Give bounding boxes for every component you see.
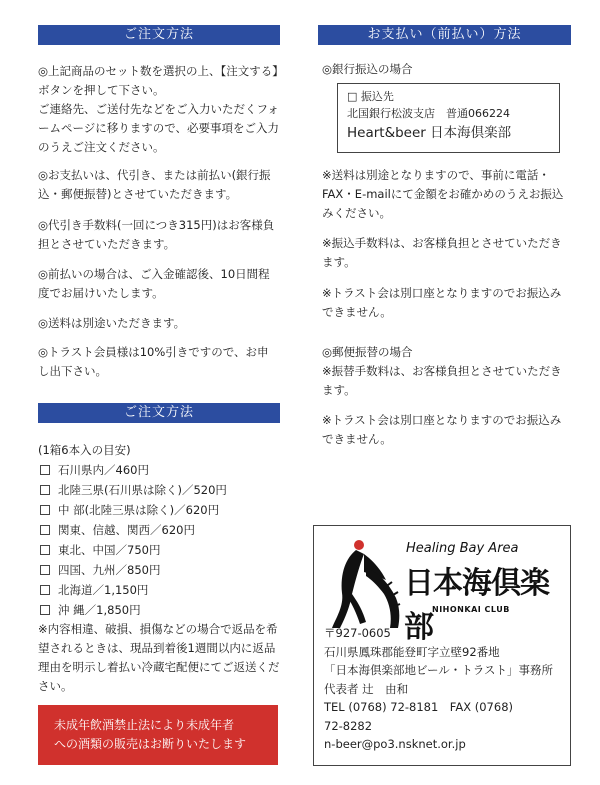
club-info-box [313,525,571,766]
representative: 代表者 辻 由和 [324,681,409,696]
bank-note-trust: ※トラスト会は別口座となりますのでお振込みできません。 [322,286,562,319]
email-address[interactable]: n-beer@po3.nsknet.or.jp [324,737,466,751]
bank-label: □ 振込先 [347,90,394,103]
list-item-label: 関東、信越、関西／620円 [58,523,195,537]
club-logo-kanji: 日本海倶楽部 [404,566,549,645]
postal-note-trust: ※トラスト会は別口座となりますのでお振込みできません。 [322,413,562,446]
payment-header: お支払い（前払い）方法 [318,25,571,45]
order-method-header: ご注文方法 [38,25,280,45]
prepay-note: ◎前払いの場合は、ご入金確認後、10日間程度でお届けいたします。 [38,267,270,300]
list-item [38,520,283,540]
list-item-label: 中 部(北陸三県は除く)／620円 [58,503,220,517]
checkbox-icon [40,545,50,555]
list-item-label: 四国、九州／850円 [58,563,161,577]
list-item [38,500,283,520]
underage-warning [38,705,278,765]
account-holder: Heart&beer 日本海倶楽部 [347,125,512,141]
return-note: ※内容相違、破損、損傷などの場合で返品を希望されるときは、現品到着後1週間以内に返品理由を明示し着払い冷蔵宅配便にてご返送ください。 [38,622,280,693]
postal-code: 〒927-0605 [324,626,391,640]
street-address: 石川県鳳珠郡能登町字立壁92番地 [324,644,500,659]
list-item [38,480,283,500]
checkbox-icon [40,565,50,575]
list-item [38,580,283,600]
list-item-label: 北海道／1,150円 [58,583,149,597]
checkbox-icon [40,485,50,495]
office-name: 「日本海倶楽部地ビール・トラスト」事務所 [324,663,553,677]
bank-account: 北国銀行松波支店 普通066224 [347,107,510,120]
bank-transfer-title: ◎銀行振込の場合 [322,62,413,76]
list-item [38,560,283,580]
crane-logo-icon [326,538,406,630]
bank-note-fee: ※振込手数料は、お客様負担とさせていただきます。 [322,236,562,269]
list-item-label: 石川県内／460円 [58,463,149,477]
checkbox-icon [40,525,50,535]
phone-fax: TEL (0768) 72-8181 FAX (0768) [324,700,513,714]
list-item-label: 東北、中国／750円 [58,543,161,557]
list-item [38,600,283,620]
list-item-label: 沖 縄／1,850円 [58,603,141,617]
list-item-label: 北陸三県(石川県は除く)／520円 [58,483,227,497]
fax-continued: 72-8282 [324,718,373,733]
checkbox-icon [40,505,50,515]
postal-note-fee: ※振替手数料は、お客様負担とさせていただきます。 [322,364,562,397]
list-item [38,460,283,480]
payment-note: ◎お支払いは、代引き、または前払い(銀行振込・郵便振替)とさせていただきます。 [38,168,271,201]
postal-transfer-title: ◎郵便振替の場合 [322,345,413,359]
bank-account-box [337,83,560,153]
trust-discount-note: ◎トラスト会員様は10%引きですので、お申し出下さい。 [38,345,269,378]
club-address [324,624,564,754]
warning-line-1: 未成年飲酒禁止法により未成年者 [54,718,235,732]
shipping-note: ◎送料は別途いただきます。 [38,316,186,330]
bank-note-shipping: ※送料は別途となりますので、事前に電話・FAX・E-mailにて金額をお確かめのうえお振込みください。 [322,168,564,220]
checkbox-icon [40,465,50,475]
club-logo-english: NIHONKAI CLUB [432,605,510,614]
checkbox-icon [40,585,50,595]
checkbox-icon [40,605,50,615]
order-instruction-1: ◎上記商品のセット数を選択の上、【注文する】ボタンを押して下さい。 [38,64,279,97]
order-instruction-2: ご連絡先、ご送付先などをご入力いただくフォームページに移りますので、必要事項をご入力のうえご注文ください。 [38,102,280,154]
shipping-header: ご注文方法 [38,403,280,423]
order-instructions [38,62,280,157]
cod-fee-note: ◎代引き手数料(一回につき315円)はお客様負担とさせていただきます。 [38,218,275,251]
shipping-list [38,440,283,620]
club-tagline: Healing Bay Area [406,541,519,556]
list-item [38,540,283,560]
warning-line-2: への酒類の販売はお断りいたします [54,737,247,751]
shipping-list-title: (1箱6本入の目安) [38,443,131,457]
